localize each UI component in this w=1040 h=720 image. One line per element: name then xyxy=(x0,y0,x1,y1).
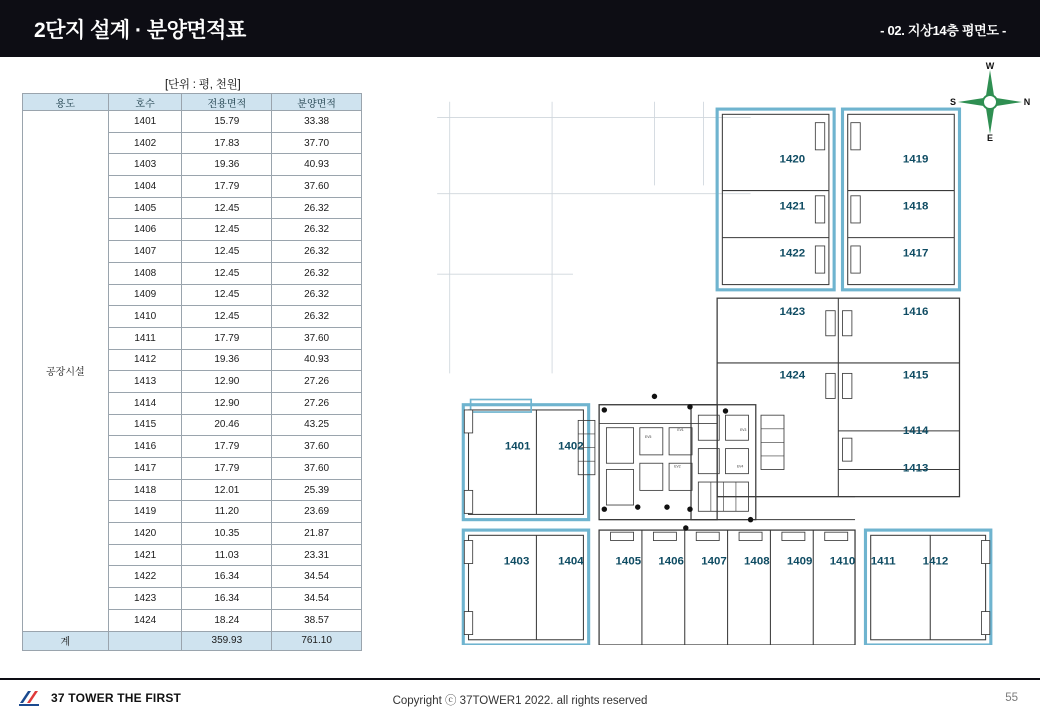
unit-no-cell: 1411 xyxy=(108,327,182,349)
exclusive-area-cell: 12.90 xyxy=(182,392,272,414)
supply-area-cell: 27.26 xyxy=(272,392,362,414)
core-label: EV1 xyxy=(677,427,684,432)
supply-area-cell: 38.57 xyxy=(272,609,362,631)
grid-lines xyxy=(437,102,750,374)
copyright-text: Copyright ⓒ 37TOWER1 2022. all rights reserved xyxy=(392,695,648,707)
room-label: 1423 xyxy=(779,305,806,318)
unit-no-cell: 1417 xyxy=(108,458,182,480)
table-header-row xyxy=(23,94,362,111)
unit-no-cell: 1421 xyxy=(108,544,182,566)
compass-west: S xyxy=(950,97,957,107)
supply-area-cell: 37.60 xyxy=(272,176,362,198)
supply-area-cell: 43.25 xyxy=(272,414,362,436)
column-header-exclusive: 전용면적 xyxy=(182,94,272,111)
exclusive-area-cell: 11.03 xyxy=(182,544,272,566)
unit-no-cell: 1419 xyxy=(108,501,182,523)
exclusive-area-cell: 17.79 xyxy=(182,436,272,458)
core-label: EV2 xyxy=(674,464,681,469)
exclusive-area-cell: 10.35 xyxy=(182,523,272,545)
page-number: 55 xyxy=(1005,692,1018,704)
room-label: 1408 xyxy=(744,555,770,568)
exclusive-area-cell: 12.45 xyxy=(182,197,272,219)
unit-no-cell: 1409 xyxy=(108,284,182,306)
core-labels-group xyxy=(645,428,747,469)
page-subtitle: - 02. 지상14층 평면도 - xyxy=(880,23,1006,38)
unit-no-cell: 1413 xyxy=(108,371,182,393)
supply-area-cell: 27.26 xyxy=(272,371,362,393)
supply-area-cell: 37.60 xyxy=(272,327,362,349)
block-upper-left xyxy=(717,109,834,290)
floor-plan-svg xyxy=(400,60,1028,645)
room-label: 1418 xyxy=(902,200,929,213)
unit-no-cell: 1423 xyxy=(108,588,182,610)
block-bottom-right xyxy=(865,530,990,645)
area-table xyxy=(22,93,362,651)
use-cell: 공장시설 xyxy=(23,111,109,632)
supply-area-cell: 26.32 xyxy=(272,219,362,241)
exclusive-area-cell: 12.45 xyxy=(182,241,272,263)
column-header-supply: 분양면적 xyxy=(272,94,362,111)
exclusive-area-cell: 18.24 xyxy=(182,609,272,631)
exclusive-area-cell: 15.79 xyxy=(182,111,272,133)
table-row xyxy=(23,111,362,133)
exclusive-area-cell: 19.36 xyxy=(182,154,272,176)
room-labels-group xyxy=(504,153,948,567)
room-label: 1417 xyxy=(902,247,929,260)
exclusive-area-cell: 17.79 xyxy=(182,176,272,198)
exclusive-area-cell: 12.45 xyxy=(182,306,272,328)
unit-no-cell: 1420 xyxy=(108,523,182,545)
block-left-1401-1402 xyxy=(463,400,588,520)
room-label: 1401 xyxy=(504,440,531,453)
room-label: 1420 xyxy=(779,153,806,166)
compass-north: W xyxy=(985,62,995,71)
exclusive-area-cell: 12.01 xyxy=(182,479,272,501)
column-header-use: 용도 xyxy=(23,94,109,111)
unit-no-cell: 1404 xyxy=(108,176,182,198)
room-label: 1404 xyxy=(558,555,584,568)
room-label: 1409 xyxy=(786,555,813,568)
total-supply: 761.10 xyxy=(272,631,362,650)
room-label: 1411 xyxy=(870,555,896,568)
unit-no-cell: 1418 xyxy=(108,479,182,501)
supply-area-cell: 26.32 xyxy=(272,284,362,306)
supply-area-cell: 26.32 xyxy=(272,306,362,328)
supply-area-cell: 37.70 xyxy=(272,132,362,154)
header-divider xyxy=(0,57,1040,59)
supply-area-cell: 37.60 xyxy=(272,458,362,480)
core-label: EV3 xyxy=(740,427,747,432)
supply-area-cell: 23.31 xyxy=(272,544,362,566)
supply-area-cell: 37.60 xyxy=(272,436,362,458)
floor-plan xyxy=(400,60,1028,645)
room-label: 1416 xyxy=(902,305,929,318)
unit-no-cell: 1424 xyxy=(108,609,182,631)
total-exclusive: 359.93 xyxy=(182,631,272,650)
supply-area-cell: 40.93 xyxy=(272,349,362,371)
brand-name: 37 TOWER THE FIRST xyxy=(51,691,182,705)
unit-no-cell: 1414 xyxy=(108,392,182,414)
block-bottom-middle xyxy=(599,530,855,645)
exclusive-area-cell: 16.34 xyxy=(182,566,272,588)
core-label: EV5 xyxy=(645,435,652,440)
supply-area-cell: 25.39 xyxy=(272,479,362,501)
unit-no-cell: 1407 xyxy=(108,241,182,263)
table-total-row xyxy=(23,631,362,650)
total-label: 계 xyxy=(23,631,109,650)
exclusive-area-cell: 12.45 xyxy=(182,262,272,284)
core-label: EV4 xyxy=(736,464,744,469)
page-title: 2단지 설계 · 분양면적표 xyxy=(34,19,246,42)
room-label: 1414 xyxy=(902,424,929,437)
compass-east: N xyxy=(1023,97,1030,107)
page-header xyxy=(0,0,1040,57)
room-label: 1419 xyxy=(902,153,929,166)
supply-area-cell: 26.32 xyxy=(272,197,362,219)
exclusive-area-cell: 12.45 xyxy=(182,284,272,306)
room-label: 1412 xyxy=(922,555,949,568)
unit-no-cell: 1422 xyxy=(108,566,182,588)
unit-no-cell: 1403 xyxy=(108,154,182,176)
unit-no-cell: 1402 xyxy=(108,132,182,154)
page-footer xyxy=(0,680,1040,720)
central-core xyxy=(578,394,855,531)
supply-area-cell: 23.69 xyxy=(272,501,362,523)
unit-no-cell: 1412 xyxy=(108,349,182,371)
room-label: 1422 xyxy=(779,247,806,260)
exclusive-area-cell: 12.45 xyxy=(182,219,272,241)
room-label: 1415 xyxy=(902,369,929,382)
unit-no-cell: 1405 xyxy=(108,197,182,219)
exclusive-area-cell: 12.90 xyxy=(182,371,272,393)
compass-south: E xyxy=(986,133,994,142)
total-blank xyxy=(108,631,182,650)
exclusive-area-cell: 19.36 xyxy=(182,349,272,371)
unit-no-cell: 1416 xyxy=(108,436,182,458)
unit-no-cell: 1408 xyxy=(108,262,182,284)
room-label: 1406 xyxy=(658,555,684,568)
exclusive-area-cell: 17.83 xyxy=(182,132,272,154)
supply-area-cell: 33.38 xyxy=(272,111,362,133)
room-label: 1410 xyxy=(829,555,856,568)
exclusive-area-cell: 16.34 xyxy=(182,588,272,610)
exclusive-area-cell: 17.79 xyxy=(182,458,272,480)
block-bottom-left xyxy=(463,530,588,645)
supply-area-cell: 40.93 xyxy=(272,154,362,176)
room-label: 1402 xyxy=(558,440,584,453)
exclusive-area-cell: 17.79 xyxy=(182,327,272,349)
room-label: 1405 xyxy=(615,555,642,568)
room-label: 1413 xyxy=(902,462,929,475)
room-label: 1421 xyxy=(779,200,806,213)
room-label: 1403 xyxy=(503,555,530,568)
room-label: 1407 xyxy=(701,555,727,568)
exclusive-area-cell: 11.20 xyxy=(182,501,272,523)
supply-area-cell: 34.54 xyxy=(272,588,362,610)
unit-no-cell: 1406 xyxy=(108,219,182,241)
block-upper-right xyxy=(842,109,959,290)
supply-area-cell: 21.87 xyxy=(272,523,362,545)
unit-no-cell: 1415 xyxy=(108,414,182,436)
room-label: 1424 xyxy=(779,369,806,382)
unit-note: [단위 : 평, 천원] xyxy=(165,79,241,91)
supply-area-cell: 26.32 xyxy=(272,262,362,284)
exclusive-area-cell: 20.46 xyxy=(182,414,272,436)
unit-no-cell: 1410 xyxy=(108,306,182,328)
unit-no-cell: 1401 xyxy=(108,111,182,133)
column-header-no: 호수 xyxy=(108,94,182,111)
supply-area-cell: 26.32 xyxy=(272,241,362,263)
supply-area-cell: 34.54 xyxy=(272,566,362,588)
